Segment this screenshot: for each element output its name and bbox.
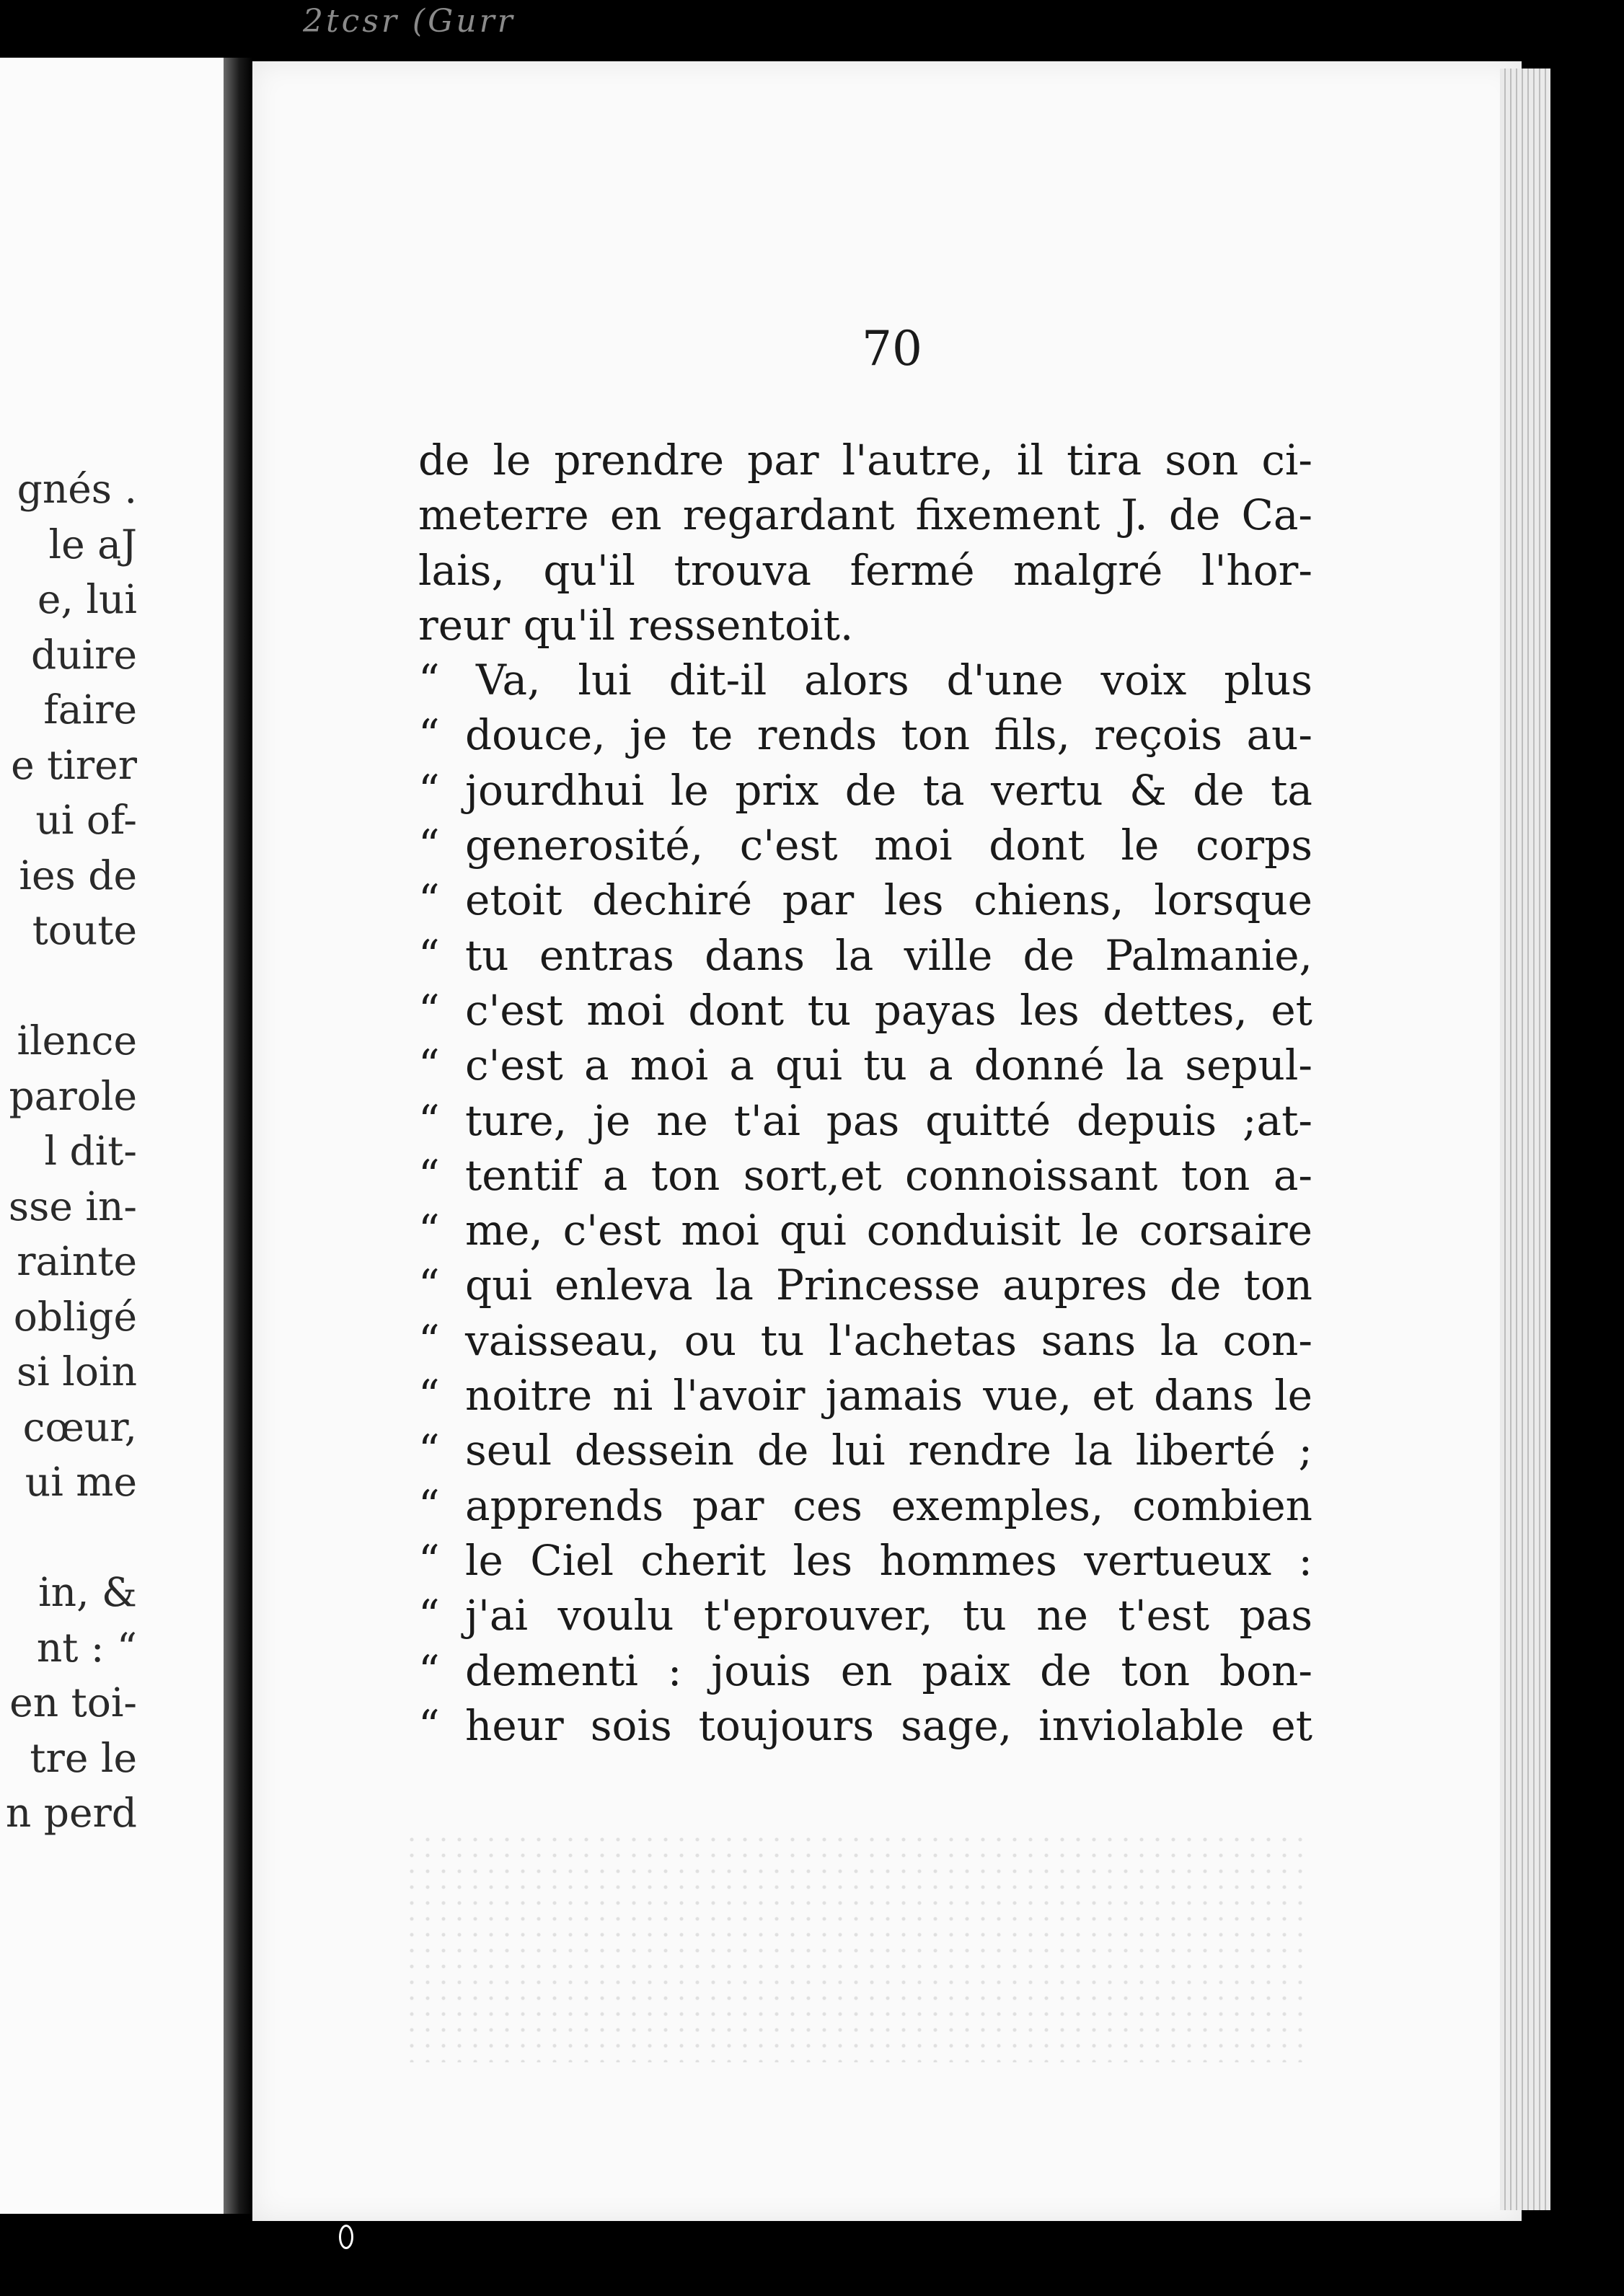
- text-line: [418, 1423, 1312, 1478]
- line-text: douce, je te rends ton fils, reçois au-: [465, 710, 1312, 760]
- line-text: de le prendre par l'autre, il tira son ci-: [418, 436, 1312, 485]
- bottom-mark: [339, 2225, 353, 2249]
- text-line: [418, 1478, 1312, 1533]
- left-text-line: toute: [32, 907, 137, 953]
- left-text-line: duire: [30, 631, 137, 678]
- text-line: [418, 1148, 1312, 1203]
- quote-mark: “: [418, 1480, 440, 1530]
- text-line: [418, 598, 1312, 653]
- text-line: [418, 1643, 1312, 1698]
- left-text-line: cœur,: [22, 1403, 137, 1450]
- line-text: c'est a moi a qui tu a donné la sepul-: [465, 1041, 1312, 1090]
- line-text: vaisseau, ou tu l'achetas sans la con-: [465, 1315, 1312, 1365]
- line-text: qui enleva la Princesse aupres de ton: [465, 1260, 1312, 1310]
- quote-mark: “: [418, 1206, 440, 1255]
- left-text-line: faire: [43, 686, 137, 733]
- quote-mark: “: [418, 1150, 440, 1200]
- left-text-line: [6, 958, 137, 1014]
- text-line: [418, 543, 1312, 598]
- quote-mark: “: [418, 875, 440, 925]
- left-text-line: ies de: [19, 852, 137, 898]
- line-text: apprends par ces exemples, combien: [465, 1480, 1312, 1530]
- show-through-dots: [404, 1832, 1305, 2062]
- text-line: [418, 653, 1312, 707]
- page-edges: [1500, 69, 1550, 2210]
- quote-mark: “: [418, 1700, 440, 1750]
- text-line: [418, 1368, 1312, 1423]
- line-text: heur sois toujours sage, inviolable et: [465, 1700, 1312, 1750]
- quote-mark: “: [418, 1591, 440, 1641]
- left-text-line: tre le: [30, 1734, 137, 1781]
- quote-mark: “: [418, 1426, 440, 1475]
- text-line: [418, 763, 1312, 818]
- text-line: [418, 433, 1312, 487]
- left-text-line: nt : “: [36, 1624, 137, 1671]
- quote-mark: “: [418, 1535, 440, 1585]
- line-text: lais, qu'il trouva fermé malgré l'hor-: [418, 545, 1312, 595]
- line-text: c'est moi dont tu payas les dettes, et: [465, 985, 1312, 1035]
- line-text: j'ai voulu t'eprouver, tu ne t'est pas: [465, 1591, 1312, 1641]
- left-text-line: [6, 1510, 137, 1566]
- text-line: [418, 873, 1312, 927]
- left-text-line: le aJ: [48, 521, 137, 568]
- text-line: [418, 707, 1312, 762]
- line-text: ture, je ne t'ai pas quitté depuis ;at-: [465, 1095, 1312, 1145]
- text-line: [418, 1093, 1312, 1148]
- left-text-line: ui me: [25, 1459, 137, 1505]
- left-text-line: obligé: [13, 1293, 137, 1340]
- left-text-line: si loin: [16, 1348, 137, 1395]
- quote-mark: “: [418, 655, 440, 705]
- quote-mark: “: [418, 1315, 440, 1365]
- left-text-line: n perd: [5, 1790, 137, 1836]
- quote-mark: “: [418, 1095, 440, 1145]
- line-text: tentif a ton sort,et connoissant ton a-: [465, 1150, 1312, 1200]
- left-text-line: ui of-: [35, 797, 137, 843]
- left-text-line: e, lui: [37, 576, 137, 622]
- line-text: meterre en regardant fixement J. de Ca-: [418, 490, 1312, 540]
- line-text: reur qu'il ressentoit.: [418, 600, 854, 650]
- text-line: [418, 1313, 1312, 1368]
- quote-mark: “: [418, 1646, 440, 1695]
- text-line: [418, 928, 1312, 983]
- line-text: noitre ni l'avoir jamais vue, et dans le: [465, 1371, 1312, 1421]
- line-text: me, c'est moi qui conduisit le corsaire: [465, 1206, 1312, 1255]
- line-text: etoit dechiré par les chiens, lorsque: [465, 875, 1312, 925]
- quote-mark: “: [418, 985, 440, 1035]
- left-page: [0, 58, 238, 2214]
- quote-mark: “: [418, 1371, 440, 1421]
- text-line: [418, 1698, 1312, 1753]
- line-text: le Ciel cherit les hommes vertueux :: [465, 1535, 1312, 1585]
- right-page-text: [418, 433, 1312, 1753]
- text-line: [418, 1203, 1312, 1258]
- quote-mark: “: [418, 765, 440, 815]
- left-text-line: parole: [9, 1072, 137, 1119]
- left-text-line: gnés .: [17, 466, 137, 512]
- left-text-line: l dit-: [44, 1128, 137, 1174]
- line-text: tu entras dans la ville de Palmanie,: [465, 930, 1312, 980]
- text-line: [418, 1533, 1312, 1588]
- quote-mark: “: [418, 1041, 440, 1090]
- left-text-line: sse in-: [8, 1183, 137, 1229]
- line-text: dementi : jouis en paix de ton bon-: [465, 1646, 1312, 1695]
- quote-mark: “: [418, 710, 440, 760]
- left-text-line: e tirer: [11, 741, 137, 788]
- left-text-line: ilence: [17, 1017, 137, 1064]
- left-text-line: en toi-: [9, 1679, 137, 1726]
- text-line: [418, 487, 1312, 542]
- left-text-line: rainte: [17, 1238, 137, 1284]
- left-text-line: in, &: [38, 1569, 137, 1615]
- book-gutter: [224, 58, 252, 2214]
- text-line: [418, 983, 1312, 1038]
- page-number: 70: [862, 321, 922, 376]
- left-page-text: [6, 462, 137, 1841]
- line-text: seul dessein de lui rendre la liberté ;: [465, 1426, 1312, 1475]
- text-line: [418, 1258, 1312, 1312]
- quote-mark: “: [418, 821, 440, 870]
- left-page-text-clip: [0, 58, 137, 2214]
- line-text: Va, lui dit-il alors d'une voix plus: [476, 655, 1312, 705]
- top-handwritten-scrawl: 2tcsr (Gurr: [303, 3, 516, 40]
- text-line: [418, 1588, 1312, 1643]
- quote-mark: “: [418, 1260, 440, 1310]
- quote-mark: “: [418, 930, 440, 980]
- text-line: [418, 1038, 1312, 1092]
- line-text: jourdhui le prix de ta vertu & de ta: [465, 765, 1312, 815]
- text-line: [418, 818, 1312, 873]
- line-text: generosité, c'est moi dont le corps: [465, 821, 1312, 870]
